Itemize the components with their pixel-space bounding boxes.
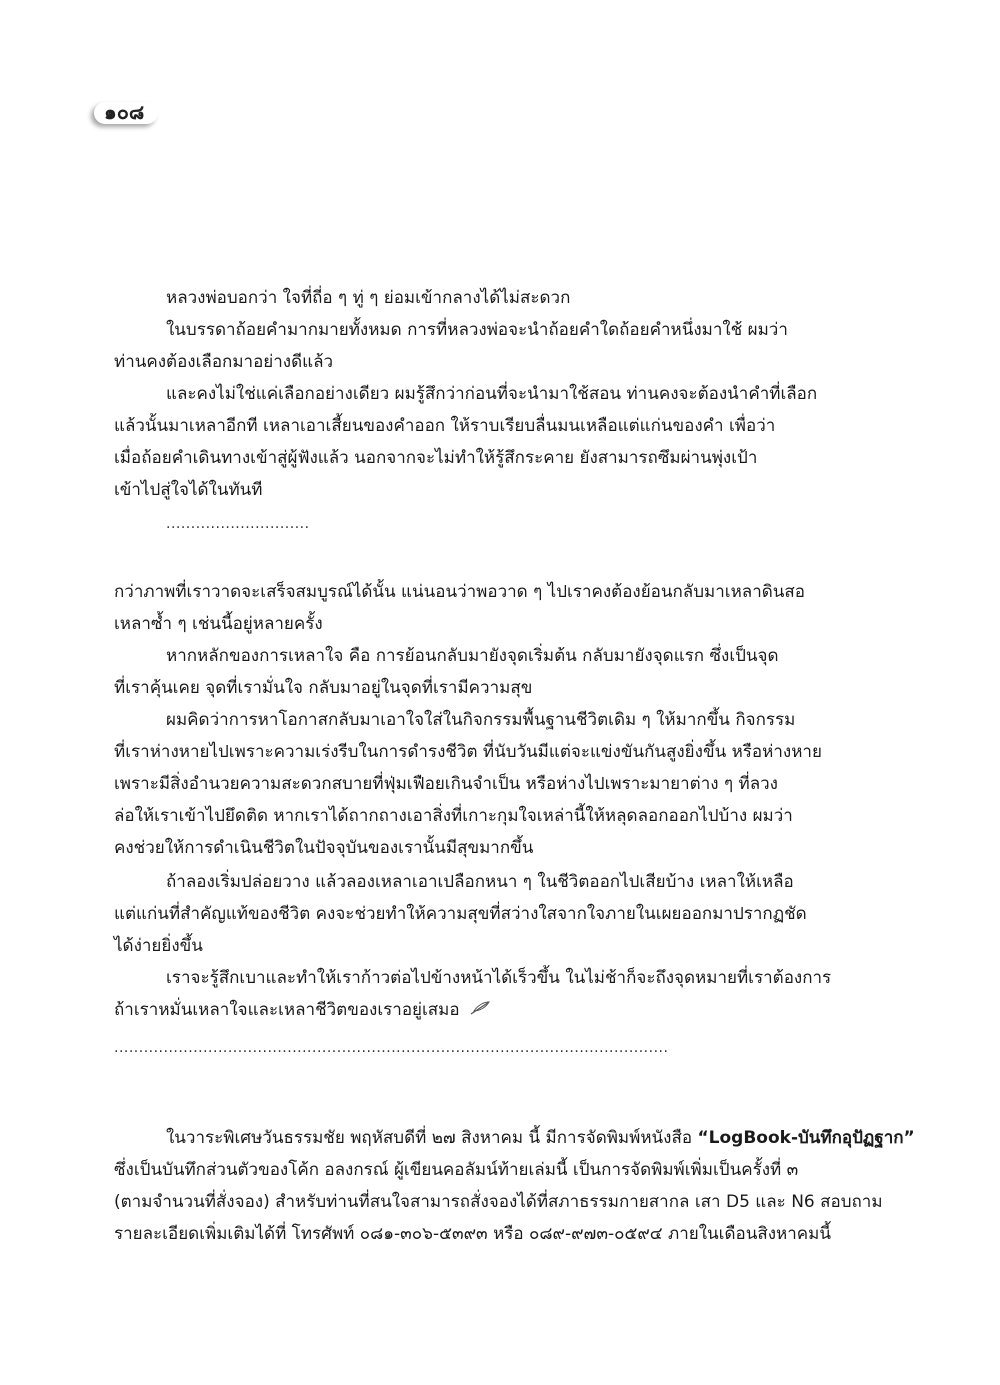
- text-line: กว่าภาพที่เราวาดจะเสร็จสมบูรณ์ได้นั้น แน่นอนว่าพอวาด ๆ ไปเราคงต้องย้อนกลับมาเหลาดินสอ: [114, 582, 805, 602]
- book-title: “LogBook-บันทึกอุปัฏฐาก”: [697, 1128, 915, 1148]
- paragraph-7: [114, 866, 889, 962]
- text-line: ในบรรดาถ้อยคำมากมายทั้งหมด การที่หลวงพ่อจะนำถ้อยคำใดถ้อยคำหนึ่งมาใช้ ผมว่า: [166, 320, 788, 340]
- text-line: เหลาซ้ำ ๆ เช่นนี้อยู่หลายครั้ง: [114, 614, 323, 634]
- section-separator: .............................: [166, 516, 310, 532]
- text-line: ที่เราห่างหายไปเพราะความเร่งรีบในการดำรงชีวิต ที่นับวันมีแต่จะแข่งขันกันสูงยิ่งขึ้น หรือห่างหาย: [114, 742, 822, 762]
- paragraph-1: [114, 282, 889, 314]
- text-line: ล่อให้เราเข้าไปยึดติด หากเราได้ถากถางเอาสิ่งที่เกาะกุมใจเหล่านี้ให้หลุดลอกออกไปบ้าง ผมว่า: [114, 806, 793, 826]
- text-line: ผมคิดว่าการหาโอกาสกลับมาเอาใจใส่ในกิจกรรมพื้นฐานชีวิตเดิม ๆ ให้มากขึ้น กิจกรรม: [166, 710, 796, 730]
- text-line: คงช่วยให้การดำเนินชีวิตในปัจจุบันของเรานั้นมีสุขมากขึ้น: [114, 838, 534, 858]
- text-line: ได้ง่ายยิ่งขึ้น: [114, 936, 203, 956]
- text-line: ท่านคงต้องเลือกมาอย่างดีแล้ว: [114, 352, 334, 372]
- paragraph-3: [114, 378, 889, 506]
- page-number: ๑๐๘: [104, 100, 145, 124]
- text-line: ที่เราคุ้นเคย จุดที่เรามั่นใจ กลับมาอยู่ในจุดที่เรามีความสุข: [114, 678, 533, 698]
- section-separator: ................................................................................................................: [114, 1040, 669, 1056]
- text-line: ถ้าเราหมั่นเหลาใจและเหลาชีวิตของเราอยู่เสมอ: [114, 1000, 460, 1020]
- feather-icon: [470, 994, 490, 1026]
- text-line: เราจะรู้สึกเบาและทำให้เราก้าวต่อไปข้างหน้าได้เร็วขึ้น ในไม่ช้าก็จะถึงจุดหมายที่เราต้องการ: [166, 968, 832, 988]
- text-line: (ตามจำนวนที่สั่งจอง) สำหรับท่านที่สนใจสามารถสั่งจองได้ที่สภาธรรมกายสากล เสา D5 และ N6 สอบถาม: [114, 1192, 883, 1212]
- text-line-with-icon: [114, 994, 889, 1026]
- text-line: หลวงพ่อบอกว่า ใจที่ถี่อ ๆ ทู่ ๆ ย่อมเข้ากลางได้ไม่สะดวก: [166, 288, 571, 308]
- text-line: เข้าไปสู่ใจได้ในทันที: [114, 480, 263, 500]
- text-line: เพราะมีสิ่งอำนวยความสะดวกสบายที่ฟุ่มเฟือยเกินจำเป็น หรือห่างไปเพราะมายาต่าง ๆ ที่ลวง: [114, 774, 778, 794]
- text-line: เมื่อถ้อยคำเดินทางเข้าสู่ผู้ฟังแล้ว นอกจากจะไม่ทำให้รู้สึกระคาย ยังสามารถซึมผ่านพุ่งเป้า: [114, 448, 758, 468]
- paragraph-8: [114, 962, 889, 1026]
- announcement-text: ในวาระพิเศษวันธรรมชัย พฤหัสบดีที่ ๒๗ สิงหาคม นี้ มีการจัดพิมพ์หนังสือ: [166, 1128, 698, 1148]
- text-line: แต่แก่นที่สำคัญแท้ของชีวิต คงจะช่วยทำให้ความสุขที่สว่างใสจากใจภายในเผยออกมาปรากฏชัด: [114, 904, 807, 924]
- text-line: ซึ่งเป็นบันทึกส่วนตัวของโค้ก อลงกรณ์ ผู้เขียนคอลัมน์ท้ายเล่มนี้ เป็นการจัดพิมพ์เพิ่มเป็นครั้งที่ ๓: [114, 1160, 799, 1180]
- announcement: [114, 1122, 915, 1250]
- announcement-line: [114, 1122, 915, 1154]
- paragraph-2: [114, 314, 889, 378]
- text-line: แล้วนั้นมาเหลาอีกที เหลาเอาเสี้ยนของคำออก ให้ราบเรียบลื่นมนเหลือแต่แก่นของคำ เพื่อว่า: [114, 416, 776, 436]
- text-line: รายละเอียดเพิ่มเติมได้ที่ โทรศัพท์ ๐๘๑-๓๐๖-๕๓๙๓ หรือ ๐๘๙-๙๗๓-๐๕๙๔ ภายในเดือนสิงหาคมนี้: [114, 1224, 831, 1244]
- paragraph-5: [114, 640, 889, 704]
- text-line: ถ้าลองเริ่มปล่อยวาง แล้วลองเหลาเอาเปลือกหนา ๆ ในชีวิตออกไปเสียบ้าง เหลาให้เหลือ: [166, 872, 794, 892]
- text-line: และคงไม่ใช่แค่เลือกอย่างเดียว ผมรู้สึกว่าก่อนที่จะนำมาใช้สอน ท่านคงจะต้องนำคำที่เลือก: [166, 384, 818, 404]
- text-line: หากหลักของการเหลาใจ คือ การย้อนกลับมายังจุดเริ่มต้น กลับมายังจุดแรก ซึ่งเป็นจุด: [166, 646, 779, 666]
- paragraph-4: [114, 576, 889, 640]
- paragraph-6: [114, 704, 889, 864]
